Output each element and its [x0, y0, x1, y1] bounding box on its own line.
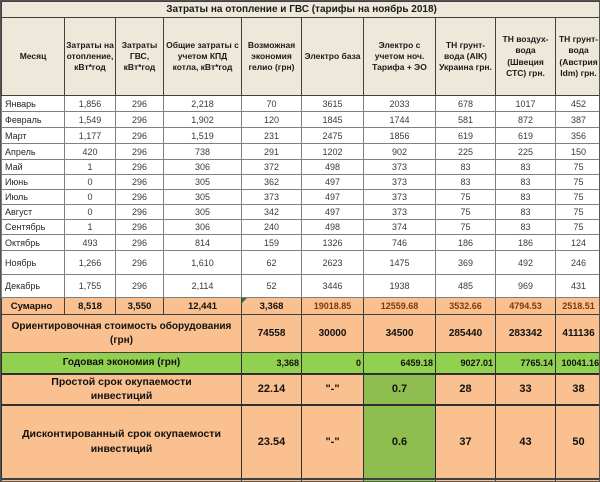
month-value: 83: [496, 220, 556, 235]
month-value: 296: [116, 235, 164, 251]
simple-payback-row-label: Простой срок окупаемости инвестиций: [2, 374, 242, 405]
annual-savings-value: 0: [302, 353, 364, 374]
discounted-payback-row-value: 23.54: [242, 405, 302, 479]
column-header-4: Общие затраты с учетом КПД котла, кВт*год: [164, 18, 242, 96]
green-corner-flag-icon: [242, 298, 247, 303]
equipment-cost-value: 411136: [556, 315, 600, 353]
simple-payback-row-value: 33: [496, 374, 556, 405]
month-row: [2, 144, 600, 160]
month-value: 0: [65, 175, 116, 190]
month-value: 1475: [364, 251, 436, 275]
month-value: 296: [116, 144, 164, 160]
month-value: 1938: [364, 275, 436, 298]
annual-savings-value: 10041.16: [556, 353, 600, 374]
month-name: Февраль: [2, 112, 65, 128]
month-value: 492: [496, 251, 556, 275]
month-row: [2, 160, 600, 175]
table-title: Затраты на отопление и ГВС (тарифы на ноябрь 2018): [2, 2, 600, 18]
month-value: 814: [164, 235, 242, 251]
simple-payback-row-value: "-": [302, 374, 364, 405]
month-value: 225: [436, 144, 496, 160]
month-value: 296: [116, 160, 164, 175]
month-value: 75: [436, 190, 496, 205]
month-value: 296: [116, 96, 164, 112]
month-value: 3615: [302, 96, 364, 112]
month-value: 1: [65, 220, 116, 235]
column-header-3: Затраты ГВС, кВт*год: [116, 18, 164, 96]
annual-savings-value: 7765.14: [496, 353, 556, 374]
month-value: 1,549: [65, 112, 116, 128]
equipment-cost-value: 74558: [242, 315, 302, 353]
month-value: 373: [242, 190, 302, 205]
month-value: 120: [242, 112, 302, 128]
month-value: 369: [436, 251, 496, 275]
costs-table: [1, 1, 600, 482]
month-value: 83: [496, 190, 556, 205]
month-value: 356: [556, 128, 600, 144]
month-value: 420: [65, 144, 116, 160]
month-value: 75: [436, 205, 496, 220]
month-value: 1845: [302, 112, 364, 128]
month-row: [2, 275, 600, 298]
month-value: 296: [116, 251, 164, 275]
month-value: 305: [164, 190, 242, 205]
month-value: 498: [302, 160, 364, 175]
month-value: 305: [164, 205, 242, 220]
month-row: [2, 205, 600, 220]
summary-value: 3,550: [116, 298, 164, 315]
column-header-2: Затраты на отопление, кВт*год: [65, 18, 116, 96]
month-row: [2, 96, 600, 112]
month-value: 902: [364, 144, 436, 160]
month-value: 75: [556, 175, 600, 190]
month-value: 150: [556, 144, 600, 160]
summary-value: 4794.53: [496, 298, 556, 315]
month-value: 2623: [302, 251, 364, 275]
month-value: 1017: [496, 96, 556, 112]
month-value: 1,755: [65, 275, 116, 298]
simple-payback-row-value: 22.14: [242, 374, 302, 405]
month-name: Апрель: [2, 144, 65, 160]
month-value: 374: [364, 220, 436, 235]
month-row: [2, 190, 600, 205]
title-row: [2, 2, 600, 18]
month-value: 2,218: [164, 96, 242, 112]
month-value: 240: [242, 220, 302, 235]
month-value: 159: [242, 235, 302, 251]
month-value: 619: [436, 128, 496, 144]
month-row: [2, 112, 600, 128]
month-name: Июль: [2, 190, 65, 205]
month-value: 296: [116, 175, 164, 190]
annual-savings-value: 3,368: [242, 353, 302, 374]
month-value: 1,610: [164, 251, 242, 275]
month-value: 1326: [302, 235, 364, 251]
month-value: 497: [302, 190, 364, 205]
discounted-payback-row-value: "-": [302, 405, 364, 479]
month-value: 1202: [302, 144, 364, 160]
month-value: 1: [65, 160, 116, 175]
column-header-1: Месяц: [2, 18, 65, 96]
summary-value: 3,368: [242, 298, 302, 315]
month-value: 746: [364, 235, 436, 251]
month-value: 2,114: [164, 275, 242, 298]
month-value: 246: [556, 251, 600, 275]
month-name: Ноябрь: [2, 251, 65, 275]
simple-payback-row-value: 0.7: [364, 374, 436, 405]
summary-value: 12559.68: [364, 298, 436, 315]
month-value: 186: [436, 235, 496, 251]
month-value: 373: [364, 175, 436, 190]
month-value: 296: [116, 275, 164, 298]
simple-payback-row-value: 38: [556, 374, 600, 405]
discounted-payback-row-value: 37: [436, 405, 496, 479]
month-value: 52: [242, 275, 302, 298]
month-row: [2, 175, 600, 190]
month-value: 3446: [302, 275, 364, 298]
month-name: Сентябрь: [2, 220, 65, 235]
month-value: 83: [436, 160, 496, 175]
equipment-cost-row: [2, 315, 600, 353]
summary-value: 8,518: [65, 298, 116, 315]
month-row: [2, 235, 600, 251]
month-value: 362: [242, 175, 302, 190]
month-value: 306: [164, 160, 242, 175]
month-value: 296: [116, 220, 164, 235]
month-value: 373: [364, 205, 436, 220]
month-value: 1,902: [164, 112, 242, 128]
summary-value: 19018.85: [302, 298, 364, 315]
summary-value: 12,441: [164, 298, 242, 315]
month-value: 83: [496, 160, 556, 175]
month-value: 62: [242, 251, 302, 275]
discounted-payback-row: [2, 405, 600, 479]
month-value: 1856: [364, 128, 436, 144]
column-header-5: Возможная экономия гелио (грн): [242, 18, 302, 96]
month-value: 225: [496, 144, 556, 160]
month-value: 969: [496, 275, 556, 298]
column-header-6: Электро база: [302, 18, 364, 96]
month-value: 497: [302, 175, 364, 190]
month-value: 75: [556, 190, 600, 205]
month-value: 186: [496, 235, 556, 251]
month-value: 2033: [364, 96, 436, 112]
month-value: 373: [364, 160, 436, 175]
annual-savings-value: 9027.01: [436, 353, 496, 374]
month-value: 1,177: [65, 128, 116, 144]
month-name: Декабрь: [2, 275, 65, 298]
month-name: Август: [2, 205, 65, 220]
month-value: 0: [65, 190, 116, 205]
month-value: 1,856: [65, 96, 116, 112]
summary-row: [2, 298, 600, 315]
equipment-cost-value: 283342: [496, 315, 556, 353]
month-value: 342: [242, 205, 302, 220]
month-value: 296: [116, 112, 164, 128]
summary-label: Сумарно: [2, 298, 65, 315]
month-value: 83: [496, 175, 556, 190]
discounted-payback-row-value: 43: [496, 405, 556, 479]
month-row: [2, 220, 600, 235]
month-value: 83: [496, 205, 556, 220]
month-value: 581: [436, 112, 496, 128]
equipment-cost-value: 285440: [436, 315, 496, 353]
month-value: 296: [116, 205, 164, 220]
month-value: 83: [436, 175, 496, 190]
month-value: 2475: [302, 128, 364, 144]
month-name: Март: [2, 128, 65, 144]
month-value: 1744: [364, 112, 436, 128]
simple-payback-row: [2, 374, 600, 405]
month-value: 231: [242, 128, 302, 144]
month-value: 70: [242, 96, 302, 112]
summary-value: 3532.66: [436, 298, 496, 315]
column-header-10: ТН грунт-вода (Австрия Idm) грн.: [556, 18, 600, 96]
month-value: 372: [242, 160, 302, 175]
month-value: 1,266: [65, 251, 116, 275]
equipment-cost-value: 30000: [302, 315, 364, 353]
month-value: 619: [496, 128, 556, 144]
month-value: 75: [436, 220, 496, 235]
column-header-9: ТН воздух-вода (Швеция СТС) грн.: [496, 18, 556, 96]
month-value: 296: [116, 190, 164, 205]
month-value: 291: [242, 144, 302, 160]
month-value: 75: [556, 220, 600, 235]
month-value: 306: [164, 220, 242, 235]
month-value: 498: [302, 220, 364, 235]
month-value: 497: [302, 205, 364, 220]
month-value: 75: [556, 160, 600, 175]
equipment-cost-value: 34500: [364, 315, 436, 353]
month-value: 387: [556, 112, 600, 128]
discounted-payback-row-value: 50: [556, 405, 600, 479]
annual-savings-row: [2, 353, 600, 374]
month-value: 75: [556, 205, 600, 220]
simple-payback-row-value: 28: [436, 374, 496, 405]
month-value: 1,519: [164, 128, 242, 144]
month-value: 0: [65, 205, 116, 220]
month-value: 493: [65, 235, 116, 251]
month-value: 452: [556, 96, 600, 112]
month-value: 296: [116, 128, 164, 144]
month-row: [2, 251, 600, 275]
month-value: 431: [556, 275, 600, 298]
summary-value: 2518.51: [556, 298, 600, 315]
month-value: 124: [556, 235, 600, 251]
month-name: Январь: [2, 96, 65, 112]
month-rows: [2, 96, 600, 298]
discounted-payback-row-label: Дисконтированный срок окупаемости инвестиций: [2, 405, 242, 479]
annual-savings-label: Годовая экономия (грн): [2, 353, 242, 374]
month-value: 738: [164, 144, 242, 160]
month-value: 872: [496, 112, 556, 128]
month-name: Май: [2, 160, 65, 175]
month-value: 485: [436, 275, 496, 298]
equipment-cost-label: Ориентировочная стоимость оборудования (грн): [2, 315, 242, 353]
totals-and-analysis-rows: [2, 298, 600, 482]
annual-savings-value: 6459.18: [364, 353, 436, 374]
discounted-payback-row-value: 0.6: [364, 405, 436, 479]
month-value: 373: [364, 190, 436, 205]
column-header-8: ТН грунт-вода (AIK) Украина грн.: [436, 18, 496, 96]
header-row: [2, 18, 600, 96]
month-value: 305: [164, 175, 242, 190]
month-name: Октябрь: [2, 235, 65, 251]
month-row: [2, 128, 600, 144]
month-value: 678: [436, 96, 496, 112]
column-header-7: Электро с учетом ноч. Тарифа + ЭО: [364, 18, 436, 96]
month-name: Июнь: [2, 175, 65, 190]
